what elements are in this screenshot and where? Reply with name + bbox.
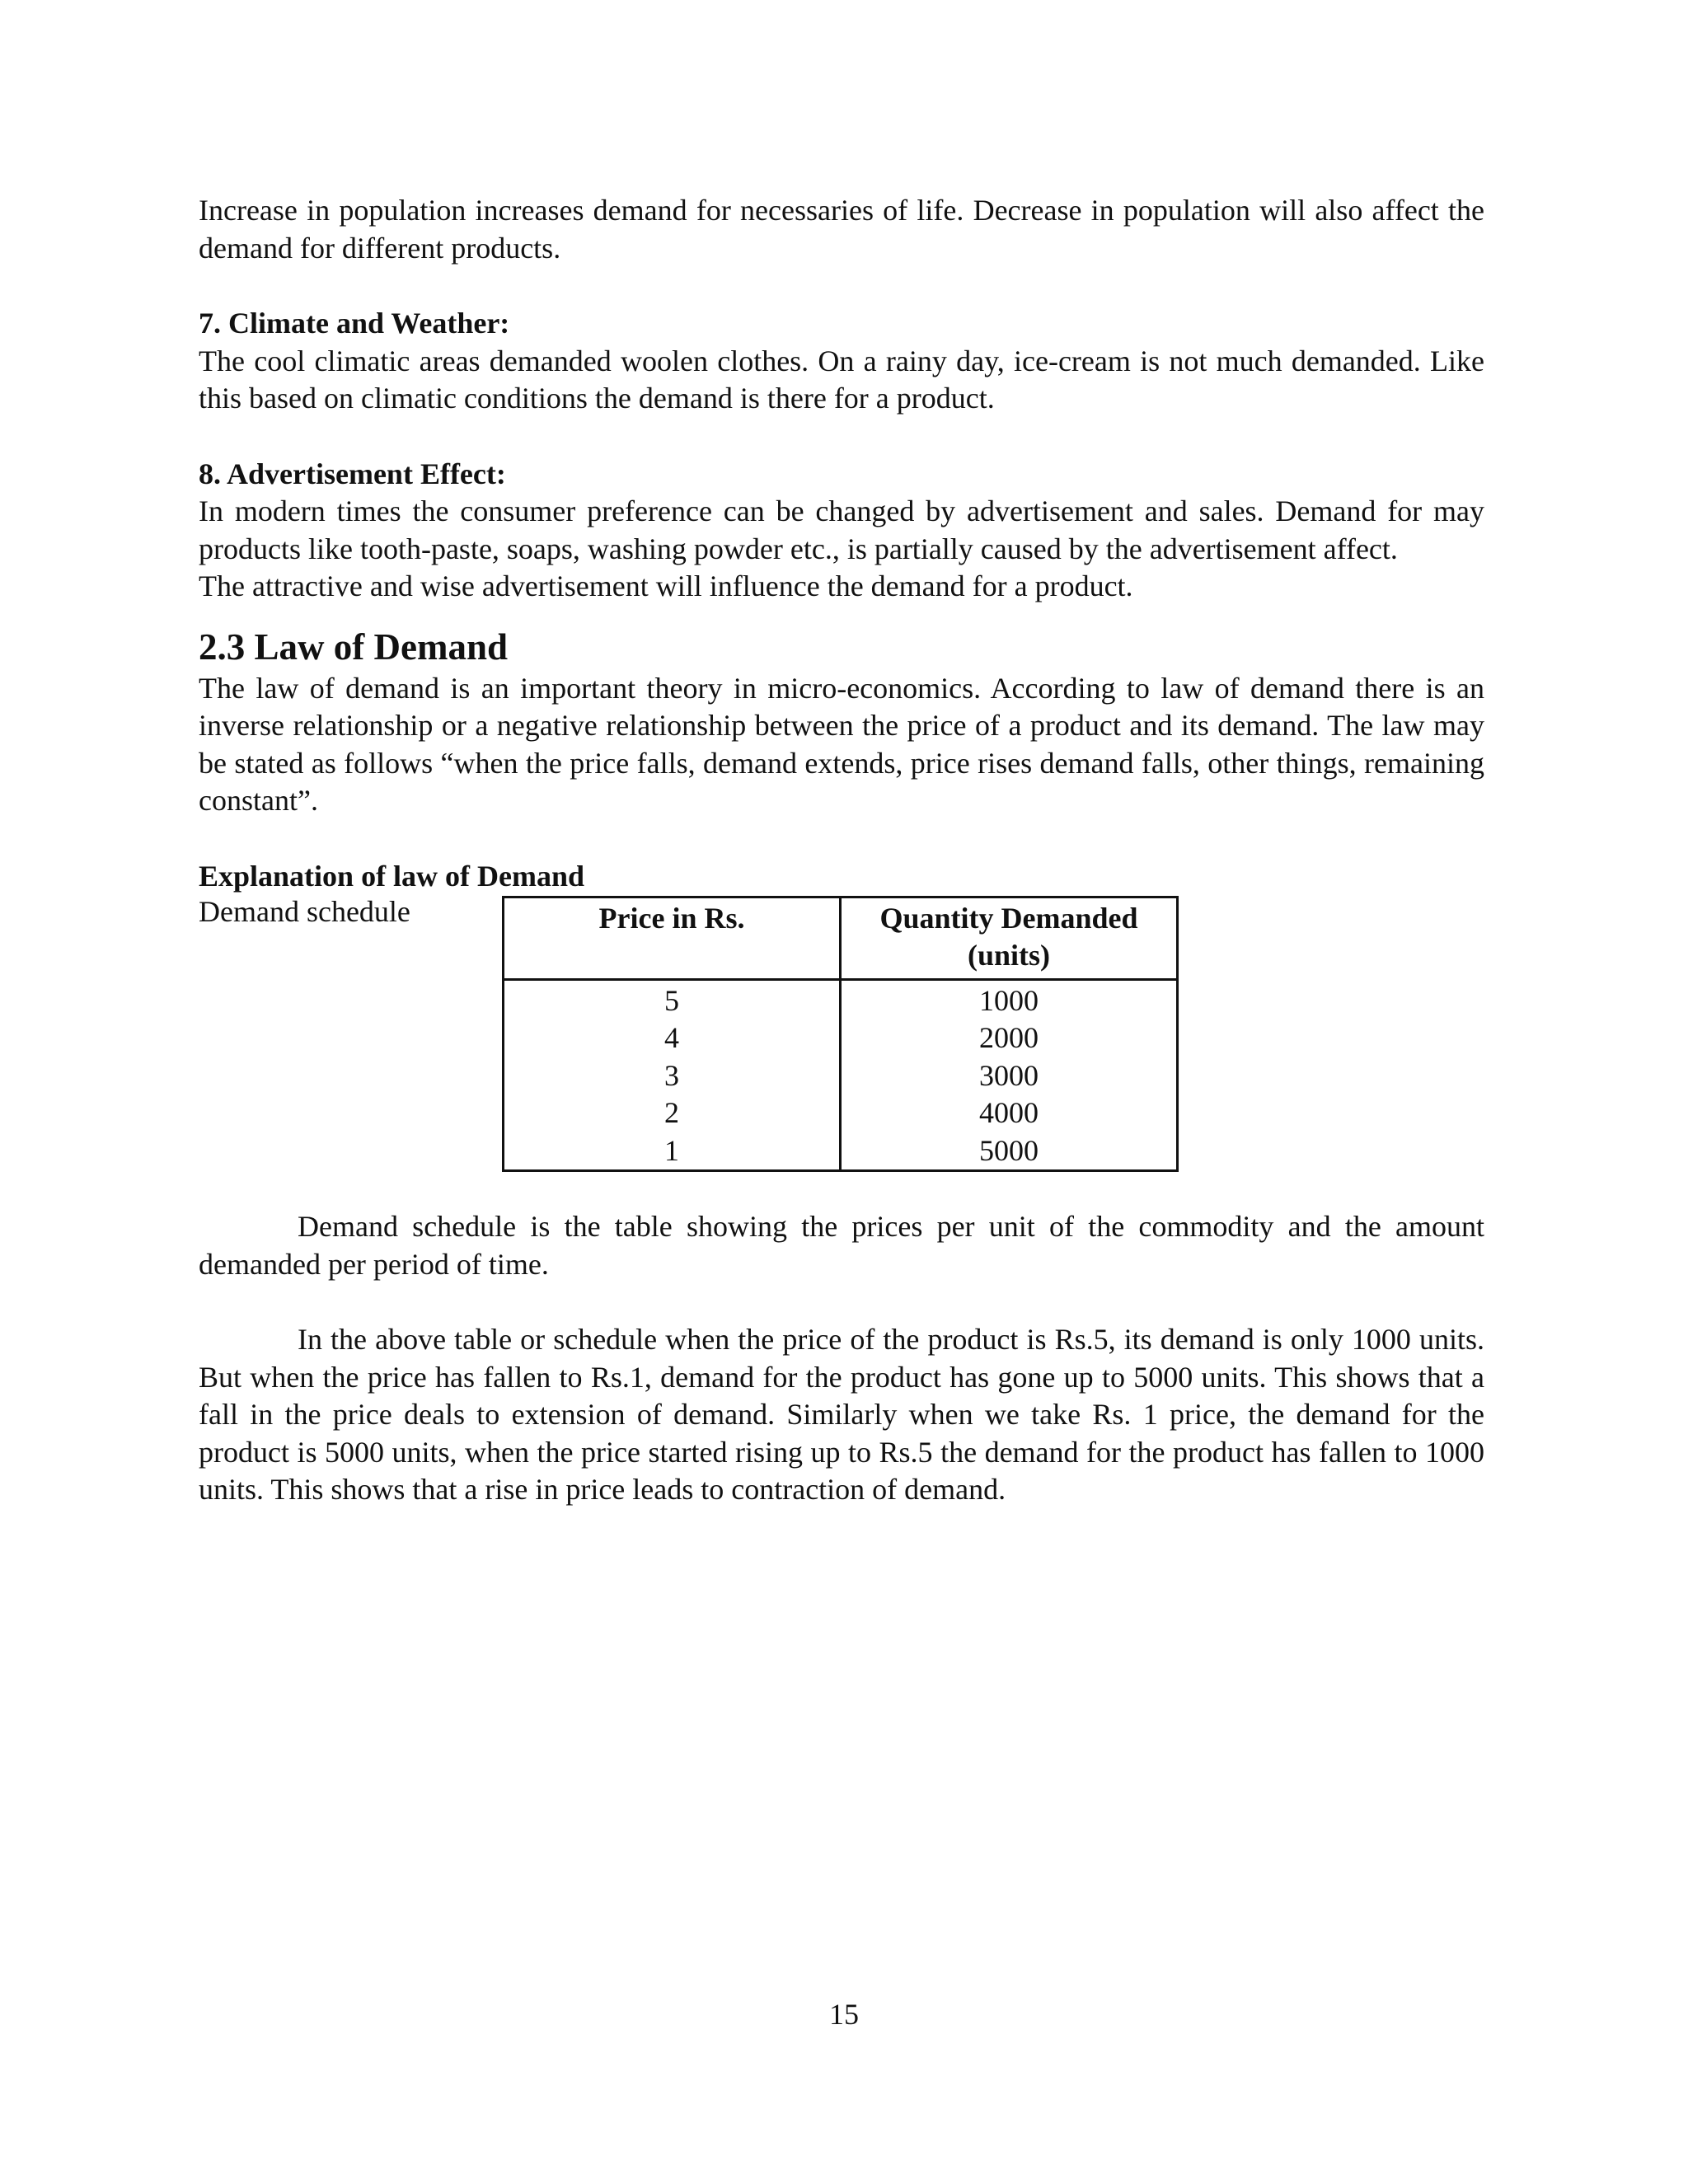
table-row <box>504 1019 1178 1057</box>
page-content <box>199 192 1484 1509</box>
demand-schedule-table <box>502 896 1179 1173</box>
law-of-demand-heading: 2.3 Law of Demand <box>199 626 509 668</box>
advertisement-paragraph: In modern times the consumer preference can be changed by advertisement and sales. Demand for may products like tooth-paste, soaps, washing powder etc., is partially caused by the advertisement affect. <box>199 494 1484 565</box>
table-header-row <box>504 897 1178 979</box>
price-cell: 1 <box>504 1132 841 1171</box>
advertisement-paragraph-2: The attractive and wise advertisement will influence the demand for a product. <box>199 569 1133 602</box>
quantity-cell: 5000 <box>841 1132 1178 1171</box>
price-cell: 4 <box>504 1019 841 1057</box>
advertisement-heading: 8. Advertisement Effect: <box>199 457 506 490</box>
quantity-column-header: Quantity Demanded (units) <box>841 897 1178 979</box>
climate-heading: 7. Climate and Weather: <box>199 307 510 340</box>
table-row <box>504 1094 1178 1132</box>
page-number: 15 <box>829 1998 859 2031</box>
table-row <box>504 979 1178 1019</box>
quantity-cell: 4000 <box>841 1094 1178 1132</box>
climate-paragraph: The cool climatic areas demanded woolen clothes. On a rainy day, ice-cream is not much demanded. Like this based on climatic conditions the demand is there for a product. <box>199 344 1484 415</box>
schedule-definition-paragraph: Demand schedule is the table showing the prices per unit of the commodity and the amount demanded per period of time. <box>199 1210 1484 1281</box>
price-cell: 5 <box>504 979 841 1019</box>
quantity-cell: 2000 <box>841 1019 1178 1057</box>
explanation-heading: Explanation of law of Demand <box>199 859 585 893</box>
quantity-cell: 1000 <box>841 979 1178 1019</box>
price-column-header: Price in Rs. <box>504 897 841 979</box>
demand-schedule-label: Demand schedule <box>199 895 410 928</box>
price-cell: 3 <box>504 1057 841 1095</box>
table-row <box>504 1057 1178 1095</box>
table-row <box>504 1132 1178 1171</box>
law-of-demand-paragraph: The law of demand is an important theory in micro-economics. According to law of demand there is an inverse relationship or a negative relationship between the price of a product and its demand. The law may be stated as follows “when the price falls, demand extends, price rises demand falls, other things, remaining constant”. <box>199 671 1484 817</box>
quantity-cell: 3000 <box>841 1057 1178 1095</box>
schedule-explanation-paragraph: In the above table or schedule when the price of the product is Rs.5, its demand is only 1000 units. But when the price has fallen to Rs.1, demand for the product has gone up to 5000 units. This shows that a fall in the price deals to extension of demand. Similarly when we take Rs. 1 price, the demand for the product is 5000 units, when the price started rising up to Rs.5 the demand for the product has fallen to 1000 units. This shows that a rise in price leads to contraction of demand. <box>199 1323 1484 1506</box>
intro-paragraph: Increase in population increases demand for necessaries of life. Decrease in population will also affect the demand for different products. <box>199 194 1484 265</box>
price-cell: 2 <box>504 1094 841 1132</box>
